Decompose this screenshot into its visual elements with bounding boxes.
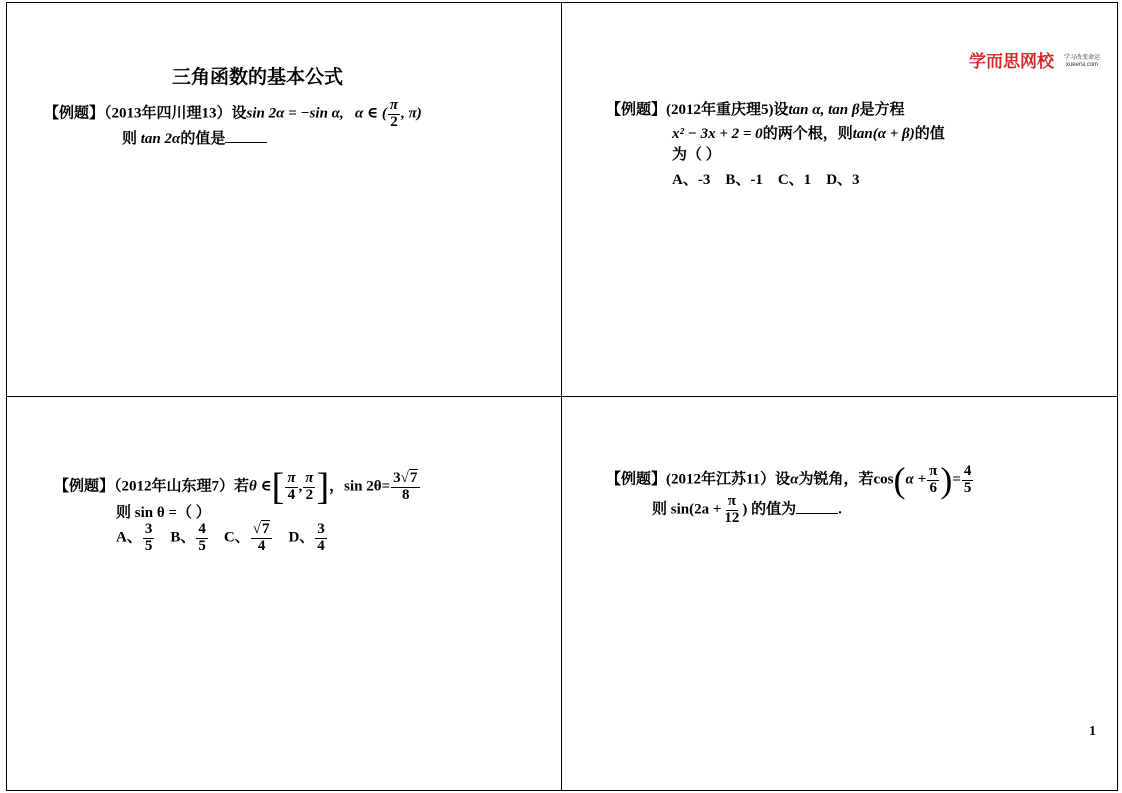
quadrant-bottom-left xyxy=(6,396,563,791)
q4-cos: cos xyxy=(873,471,894,488)
q3-option-a-label: A、 xyxy=(116,529,142,546)
q1-frac-den: 2 xyxy=(390,113,398,130)
q3-comma: , xyxy=(298,478,303,495)
q4-left-paren: ( xyxy=(893,460,906,500)
brand-tagline-block xyxy=(1064,55,1100,69)
q4-rhs-den: 5 xyxy=(963,479,972,496)
q4-frac2-den: 12 xyxy=(724,509,740,526)
q4-period: . xyxy=(838,501,842,518)
q3-option-b-label: B、 xyxy=(170,529,196,546)
quadrant-bottom-right xyxy=(561,396,1118,791)
example-label: 【例题】 xyxy=(54,477,115,495)
q2-line2-tail: 的值 xyxy=(914,126,945,142)
q3-option-c-label: C、 xyxy=(223,529,250,546)
q4-frac-num: π xyxy=(929,462,938,479)
q4-right-paren: ) xyxy=(940,460,953,500)
brand-logo: 学而思网校 xyxy=(969,52,1054,71)
q3-frac2-num: π xyxy=(305,469,314,486)
page-title: 三角函数的基本公式 xyxy=(172,67,344,88)
q3-frac2 xyxy=(303,471,315,504)
q1-line1 xyxy=(44,98,422,131)
q1-source: （2013年四川理13）设 xyxy=(104,105,247,122)
q1-alpha-in: α ∈ ( xyxy=(354,105,387,122)
q3-option-a-den: 5 xyxy=(144,537,153,554)
q1-condition: sin 2α = −sin α, xyxy=(246,105,344,122)
q4-answer-blank xyxy=(796,499,838,514)
q3-option-b-num: 4 xyxy=(198,521,206,537)
q4-line2-prefix: 则 sin(2a + xyxy=(652,501,722,518)
q2-option-a: A、-3 xyxy=(672,172,711,188)
q3-option-b-frac xyxy=(196,522,208,555)
q3-options xyxy=(116,522,328,555)
q4-eq: = xyxy=(952,471,961,488)
brand-url: xueersi.com xyxy=(1065,62,1099,68)
q3-option-c-num: √7 xyxy=(251,522,273,539)
q4-alpha: α xyxy=(790,471,799,488)
q2-option-d: D、3 xyxy=(826,172,860,188)
q4-frac2 xyxy=(722,494,741,527)
q3-right-bracket: ] xyxy=(316,466,330,508)
q4-rhs-num: 4 xyxy=(963,462,972,479)
q1-answer-blank xyxy=(225,128,267,143)
q3-option-b-den: 5 xyxy=(198,537,206,554)
q4-line2-suffix: ) 的值为 xyxy=(742,501,797,518)
q3-option-d-den: 4 xyxy=(317,537,325,554)
q3-frac1 xyxy=(285,471,297,504)
q4-mid: 为锐角，若 xyxy=(798,471,874,488)
q4-rhs-frac xyxy=(962,464,974,497)
q3-theta-in: θ ∈ xyxy=(249,478,272,495)
q4-alpha-plus: α + xyxy=(905,471,927,488)
brand-tagline: 学习改变命运 xyxy=(1063,55,1100,61)
q2-line2 xyxy=(672,124,945,144)
q3-option-c-frac xyxy=(251,522,273,555)
page-number: 1 xyxy=(1089,724,1096,739)
q4-frac xyxy=(927,464,939,497)
example-label: 【例题】 xyxy=(606,101,667,118)
q1-line2-expr: tan 2α xyxy=(140,131,181,147)
q4-frac-den: 6 xyxy=(929,479,937,496)
q3-rhs-num: 3√7 xyxy=(391,471,420,488)
q1-frac-num: π xyxy=(389,97,399,113)
q3-rhs-coef: 3 xyxy=(393,469,401,486)
q3-option-a-num: 3 xyxy=(144,521,153,537)
q2-option-c: C、1 xyxy=(777,172,812,188)
q1-line2-prefix: 则 xyxy=(122,131,138,147)
q2-equation: x² − 3x + 2 = 0 xyxy=(672,126,763,142)
q2-expr: tan α, tan β xyxy=(788,102,860,118)
example-label: 【例题】 xyxy=(606,470,667,488)
q4-line2 xyxy=(652,494,842,527)
q3-source: （2012年山东理7）若 xyxy=(114,478,250,495)
q1-tail: , π) xyxy=(401,105,422,122)
q3-frac1-den: 4 xyxy=(287,486,296,503)
q3-mid: ，sin 2θ= xyxy=(329,478,391,495)
q3-rhs-rad: 7 xyxy=(409,469,418,486)
q3-option-a-frac xyxy=(143,522,155,555)
quadrant-top-left xyxy=(6,2,563,398)
q1-line2 xyxy=(122,128,267,149)
q2-options xyxy=(672,170,860,190)
q2-line1 xyxy=(606,100,905,120)
q4-frac2-num: π xyxy=(727,493,736,509)
q4-source: (2012年江苏11）设 xyxy=(666,471,791,488)
q3-line1 xyxy=(54,468,421,506)
q2-option-b: B、-1 xyxy=(725,172,763,188)
q2-line2-expr: tan(α + β) xyxy=(852,126,915,142)
q2-line2-mid: 的两个根，则 xyxy=(762,126,853,142)
q3-option-d-label: D、 xyxy=(288,529,315,546)
q3-option-d-frac xyxy=(315,522,327,555)
q2-line3: 为（ ） xyxy=(672,147,721,163)
q3-option-d-num: 3 xyxy=(317,521,325,537)
q1-fraction xyxy=(388,98,400,131)
q1-line2-suffix: 的值是 xyxy=(180,131,226,147)
example-label: 【例题】 xyxy=(44,104,105,122)
q3-left-bracket: [ xyxy=(271,466,285,508)
q3-line2: 则 sin θ =（ ） xyxy=(116,505,211,521)
q3-option-c-den: 4 xyxy=(257,537,266,554)
q4-line1 xyxy=(606,462,974,498)
q3-rhs-fraction xyxy=(391,471,420,504)
q2-source: (2012年重庆理5)设 xyxy=(666,102,789,118)
q3-frac2-den: 2 xyxy=(305,486,314,503)
q3-option-c-rad: 7 xyxy=(261,521,270,537)
q3-rhs-den: 8 xyxy=(401,486,410,503)
q3-frac1-num: π xyxy=(287,469,296,486)
q2-suffix: 是方程 xyxy=(859,102,905,118)
